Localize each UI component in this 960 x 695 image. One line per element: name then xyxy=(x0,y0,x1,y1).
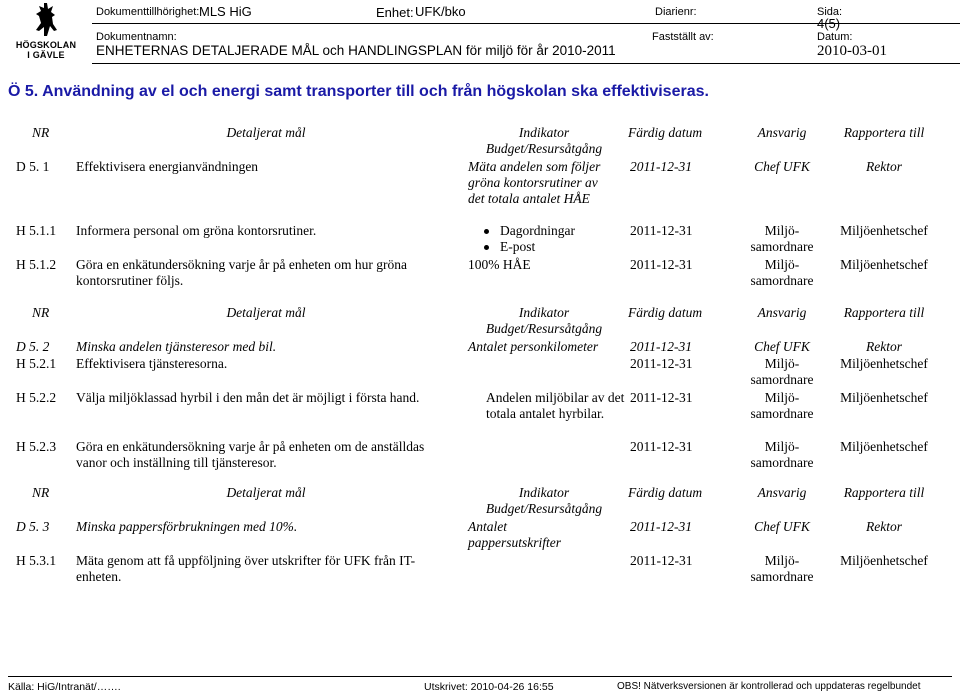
footer-source: Källa: HiG/Intranät/……. xyxy=(8,681,121,693)
col-header-date: Färdig datum xyxy=(628,485,703,500)
table-header-row xyxy=(16,305,946,339)
row-goal: Mäta genom att få uppföljning över utskrifter för UFK från IT-enheten. xyxy=(76,553,416,584)
row-indicator xyxy=(468,223,618,255)
row-nr: H 5.1.2 xyxy=(16,257,57,272)
row-goal: Effektivisera energianvändningen xyxy=(76,159,259,174)
table-header-row xyxy=(16,125,946,159)
table-row xyxy=(16,257,946,291)
row-date: 2011-12-31 xyxy=(630,257,693,272)
owner-value: MLS HiG xyxy=(199,4,252,19)
owner-label: Dokumenttillhörighet: xyxy=(96,6,200,18)
row-responsible: Chef UFK xyxy=(754,519,810,534)
col-header-nr: NR xyxy=(32,125,50,140)
goals-table-2 xyxy=(16,305,946,473)
list-item: Dagordningar xyxy=(500,223,618,239)
row-date: 2011-12-31 xyxy=(630,339,692,354)
row-nr: H 5.2.2 xyxy=(16,390,57,405)
logo-line-2: I GÄVLE xyxy=(27,50,65,60)
col-header-report: Rapportera till xyxy=(843,305,925,320)
col-header-indicator xyxy=(446,125,642,157)
unit-label: Enhet: xyxy=(376,5,414,20)
row-responsible: Miljö-samordnare xyxy=(750,223,814,254)
row-date: 2011-12-31 xyxy=(630,356,693,371)
goat-emblem-icon xyxy=(26,0,66,40)
row-date: 2011-12-31 xyxy=(630,159,692,174)
col-header-indicator-line1: Indikator xyxy=(518,125,570,140)
row-nr: D 5. 1 xyxy=(16,159,50,174)
university-logo xyxy=(12,0,80,62)
row-responsible: Chef UFK xyxy=(754,159,810,174)
row-responsible: Miljö-samordnare xyxy=(750,356,814,387)
date-value: 2010-03-01 xyxy=(817,43,887,59)
footer-divider xyxy=(8,676,952,677)
col-header-indicator-line1: Indikator xyxy=(518,305,570,320)
page-value: 4(5) xyxy=(817,16,841,31)
row-nr: H 5.1.1 xyxy=(16,223,57,238)
header-divider-top xyxy=(92,23,960,24)
section-title: Ö 5. Användning av el och energi samt transporter till och från högskolan ska effektiviseras. xyxy=(8,83,709,100)
date-label: Datum: xyxy=(817,31,853,43)
row-indicator: Mäta andelen som följer gröna kontorsrutiner av det totala antalet HÅE xyxy=(468,159,601,206)
col-header-report: Rapportera till xyxy=(843,125,925,140)
row-nr: H 5.2.3 xyxy=(16,439,57,454)
row-responsible: Miljö-samordnare xyxy=(750,439,814,470)
col-header-indicator xyxy=(446,305,642,337)
row-indicator: Andelen miljöbilar av det totala antalet hyrbilar. xyxy=(486,390,625,421)
row-goal: Välja miljöklassad hyrbil i den mån det är möjligt i första hand. xyxy=(76,390,420,405)
col-header-indicator-line2: Budget/Resursåtgång xyxy=(485,141,603,156)
col-header-report: Rapportera till xyxy=(843,485,925,500)
docname-value: ENHETERNAS DETALJERADE MÅL och HANDLINGSPLAN för miljö för år 2010-2011 xyxy=(96,43,616,58)
row-report: Miljöenhetschef xyxy=(840,257,928,272)
table-row xyxy=(16,223,946,257)
row-report: Miljöenhetschef xyxy=(840,553,928,568)
footer-printed: Utskrivet: 2010-04-26 16:55 xyxy=(424,681,554,693)
col-header-nr: NR xyxy=(32,485,50,500)
row-indicator: Antalet pappersutskrifter xyxy=(468,519,561,550)
col-header-goal: Detaljerat mål xyxy=(226,485,306,500)
diarienr-label: Diarienr: xyxy=(655,6,697,18)
row-report: Rektor xyxy=(866,519,902,534)
row-date: 2011-12-31 xyxy=(630,519,692,534)
row-responsible: Miljö-samordnare xyxy=(750,553,814,584)
row-responsible: Miljö-samordnare xyxy=(750,390,814,421)
row-responsible: Miljö-samordnare xyxy=(750,257,814,288)
list-item: E-post xyxy=(500,239,618,255)
table-header-row xyxy=(16,485,946,519)
row-report: Rektor xyxy=(866,339,902,354)
row-nr: H 5.3.1 xyxy=(16,553,57,568)
row-indicator: 100% HÅE xyxy=(468,257,531,272)
document-header xyxy=(0,0,960,68)
row-indicator: Antalet personkilometer xyxy=(468,339,599,354)
table-row xyxy=(16,519,946,553)
row-goal: Göra en enkätundersökning varje år på enheten om de anställdas vanor och inställning till tjänsteresor. xyxy=(76,439,425,470)
header-divider-bottom xyxy=(92,63,960,64)
table-row xyxy=(16,356,946,390)
col-header-indicator-line2: Budget/Resursåtgång xyxy=(485,501,603,516)
row-nr: D 5. 2 xyxy=(16,339,50,354)
table-row xyxy=(16,553,946,587)
col-header-date: Färdig datum xyxy=(628,125,703,140)
approved-by-label: Fastställt av: xyxy=(652,31,714,43)
table-row xyxy=(16,159,946,223)
row-nr: H 5.2.1 xyxy=(16,356,57,371)
col-header-indicator xyxy=(446,485,642,517)
col-header-goal: Detaljerat mål xyxy=(226,125,306,140)
row-goal: Minska pappersförbrukningen med 10%. xyxy=(76,519,298,534)
row-report: Miljöenhetschef xyxy=(840,390,928,405)
row-nr: D 5. 3 xyxy=(16,519,50,534)
row-report: Miljöenhetschef xyxy=(840,223,928,238)
row-goal: Effektivisera tjänsteresorna. xyxy=(76,356,228,371)
row-report: Rektor xyxy=(866,159,902,174)
row-report: Miljöenhetschef xyxy=(840,356,928,371)
col-header-nr: NR xyxy=(32,305,50,320)
indicator-bullet-list xyxy=(468,223,618,255)
row-goal: Minska andelen tjänsteresor med bil. xyxy=(76,339,277,354)
table-row xyxy=(16,390,946,439)
docname-label: Dokumentnamn: xyxy=(96,31,177,43)
table-row xyxy=(16,339,946,356)
row-date: 2011-12-31 xyxy=(630,553,693,568)
row-date: 2011-12-31 xyxy=(630,390,693,405)
footer-notice: OBS! Nätverksversionen är kontrollerad och uppdateras regelbundet xyxy=(617,681,921,692)
col-header-responsible: Ansvarig xyxy=(757,305,807,320)
col-header-responsible: Ansvarig xyxy=(757,125,807,140)
row-responsible: Chef UFK xyxy=(754,339,810,354)
logo-line-1: HÖGSKOLAN xyxy=(15,40,77,50)
col-header-responsible: Ansvarig xyxy=(757,485,807,500)
unit-value: UFK/bko xyxy=(415,4,466,19)
row-date: 2011-12-31 xyxy=(630,439,693,454)
row-goal: Informera personal om gröna kontorsrutiner. xyxy=(76,223,317,238)
col-header-indicator-line2: Budget/Resursåtgång xyxy=(485,321,603,336)
row-report: Miljöenhetschef xyxy=(840,439,928,454)
row-goal: Göra en enkätundersökning varje år på enheten om hur gröna kontorsrutiner följs. xyxy=(76,257,408,288)
goals-table-3 xyxy=(16,485,946,587)
goals-table-1 xyxy=(16,125,946,291)
col-header-date: Färdig datum xyxy=(628,305,703,320)
page-label: Sida: xyxy=(817,6,843,18)
col-header-indicator-line1: Indikator xyxy=(518,485,570,500)
row-date: 2011-12-31 xyxy=(630,223,693,238)
table-row xyxy=(16,439,946,473)
col-header-goal: Detaljerat mål xyxy=(226,305,306,320)
